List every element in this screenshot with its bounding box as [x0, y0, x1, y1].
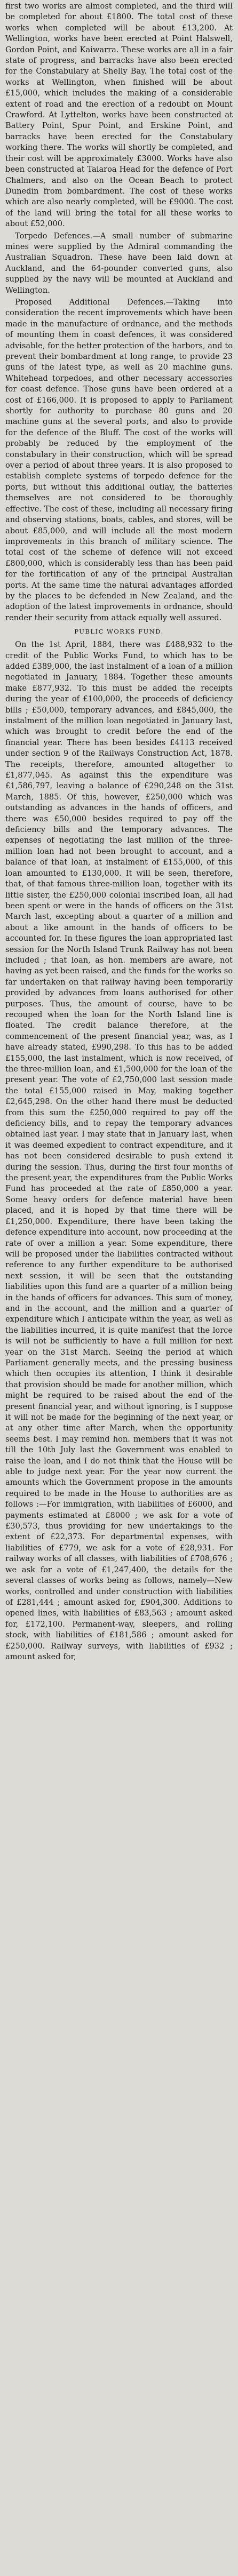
article-paragraph: On the 1st April, 1884, there was £488,932 to the credit of the Public Works Fund, to which has to be added £389,000, the last instalment of a loan of a million negotiated in January, 1884. Together these amounts make £877,932. To this must be added the receipts during the year of £100,000, the proceeds of deficiency bills ; £50,000, temporary advances, and £845,000, the instalment of the million loan negotiated in January last, which was brought to credit before the end of the financial year. There has been besides £4113 received under section 9 of the Railways Construction Act, 1878. The receipts, therefore, amounted altogether to £1,877,045. As against this the expenditure was £1,586,797, leaving a balance of £290,248 on the 31st March, 1885. Of this, however, £250,000 which was outstanding as advances in the hands of officers, and there was £50,000 besides required to pay off the deficiency bills and the temporary advances. The expenses of negotiating the last million of the three-million loan had not been brought to account, and a balance of that loan, at instalment of £155,000, of this loan amounted to £130,000. It will be seen, therefore, that, of that famous three-million loan, together with its little sister, the £250,000 colonial inscribed loan, all had been spent or were in the hands of officers on the 31st March last, excepting about a quarter of a million and about a like amount in the hands of officers to be accounted for. In these figures the loan appropriated last session for the North Island Trunk Railway has not been included ; that loan, as hon. members are aware, not having as yet been raised, and the funds for the works so far undertaken on that railway having been temporarily provided by advances from loans authorised for other purposes. Thus, the amount of course, have to be recouped when the loan for the North Island line is floated. The credit balance therefore, at the commencement of the present financial year, was, as I have already stated, £990,298. To this has to be added £155,000, the last instalment, which is now received, of the three-million loan, and £1,500,000 for the loan of the present year. The vote of £2,750,000 last session made the total £155,000 raised in May, making together £2,645,298. On the other hand there must be deducted from this sum the £250,000 required to pay off the deficiency bills, and to repay the temporary advances obtained last year. I may state that in January last, when it was deemed expedient to contract expenditure, and it has not been considered desirable to push extend it during the session. Thus, during the first four months of the present year, the expenditures from the Public Works Fund has proceeded at the rate of £850,000 a year. Some heavy orders for defence material have been placed, and it is hoped by that time there will be £1,250,000. Expenditure, there have been taking the defence expenditure into account, now proceeding at the rate of over a million a year. Some expenditure, there will be proposed under the liabilities contracted without reference to any further expenditure to be authorised next session, it will be seen that the outstanding liabilities upon this fund are a quarter of a million being in the hands of officers for advances. This sum of money, and in the account, and the million and a quarter of expenditure which I anticipate within the year, as well as the liabilities incurred, it is quite manifest that the lorce is will not be sufficiently to have a full million for next year on the 31st March. Seeing the period at which Parliament generally meets, and the pressing business which then occupies its attention, I think it desirable that provision should be made for another million, which might be required to be raised about the end of the present financial year, and without ignoring, is I suppose it will not be made for the beginning of the next year, or at any other time after March, when the opportunity seems best. I may remind hon. members that it was not till the 10th July last the Government was enabled to raise the loan, and I do not think that the House will be able to judge next year. For the year now current the amounts which the Government propose in the amounts required to be made in the House to authorities are as follows :—For immigration, with liabilities of £6000, and payments estimated at £8000 ; we ask for a vote of £30,573, thus providing for new undertakings to the extent of £22,373. For departmental expenses, with liabilities of £779, we ask for a vote of £28,931. For railway works of all classes, with liabilities of £708,676 ; we ask for a vote of £1,247,400, the details for the several classes of works being as follows, namely—New works, controlled and under construction with liabilities of £281,444 ; amount asked for, £904,300. Additions to opened lines, with liabilities of £83,563 ; amount asked for, £172,100. Permanent-way, sleepers, and rolling stock, with liabilities of £181,586 ; amount asked for £250,000. Railway surveys, with liabilities of £932 ; amount asked for, [5, 640, 233, 1661]
article-paragraph: Proposed Additional Defences.—Taking into consideration the recent improvements which have been made in the manufacture of ordnance, and the methods of mounting them in coast defences, it was considered advisable, for the better protection of the harbors, and to prevent their bombardment at long range, to provide 23 guns of the latest type, as well as 20 machine guns. Whitehead torpedoes, and other necessary accessories for coast defence. Those guns have been ordered at a cost of £166,000. It is proposed to apply to Parliament shortly for authority to purchase 80 guns and 20 machine guns at the several ports, and also to provide for the defence of the Bluff. The cost of the works will probably be reduced by the employment of the constabulary in their construction, which will be spread over a period of about three years. It is also proposed to establish complete systems of torpedo defence for the ports, but without this additional outlay, the batteries themselves are not considered to be thoroughly effective. The cost of these, including all necessary firing and observing stations, boats, cables, and stores, will be about £85,000, and will include all the most modern improvements in this branch of military science. The total cost of the scheme of defence will not exceed £800,000, which is considerably less than has been paid for the fortification of any of the principal Australian ports. At the same time the natural advantages afforded by the places to be defended in New Zealand, and the adoption of the latest improvements in ordnance, should render their security from attack equally well assured. [5, 297, 233, 622]
article-paragraph: first two works are almost completed, and the third will be completed for about £1800. The total cost of these works when completed will be about £13,200. At Wellington, works have been erected at Point Halswell, Gordon Point, and Kaiwarra. These works are all in a fair state of progress, and barracks have also been erected for the Constabulary at Shelly Bay. The total cost of the works at Wellington, when finished will be about £15,000, which includes the making of a considerable extent of road and the erection of a redoubt on Mount Crawford. At Lyttelton, works have been constructed at Battery Point, Spur Point, and Erskine Point, and barracks have been erected for the Constabulary working there. The works will shortly be completed, and their cost will be approximately £3000. Works have also been constructed at Taiaroa Head for the defence of Port Chalmers, and also on the Ocean Beach to protect Dunedin from bombardment. The cost of these works which are also nearly completed, will be £9000. The cost of the land will bring the total for all these works to about £52,000. [5, 2, 233, 229]
article-column [5, 1, 233, 1663]
section-heading: PUBLIC WORKS FUND. [74, 628, 164, 636]
article-paragraph: Torpedo Defences.—A small number of submarine mines were supplied by the Admiral commanding the Australian Squadron. These have been laid down at Auckland, and the 64-pounder converted guns, also supplied by the navy will be mounted at Auckland and Wellington. [5, 231, 233, 295]
